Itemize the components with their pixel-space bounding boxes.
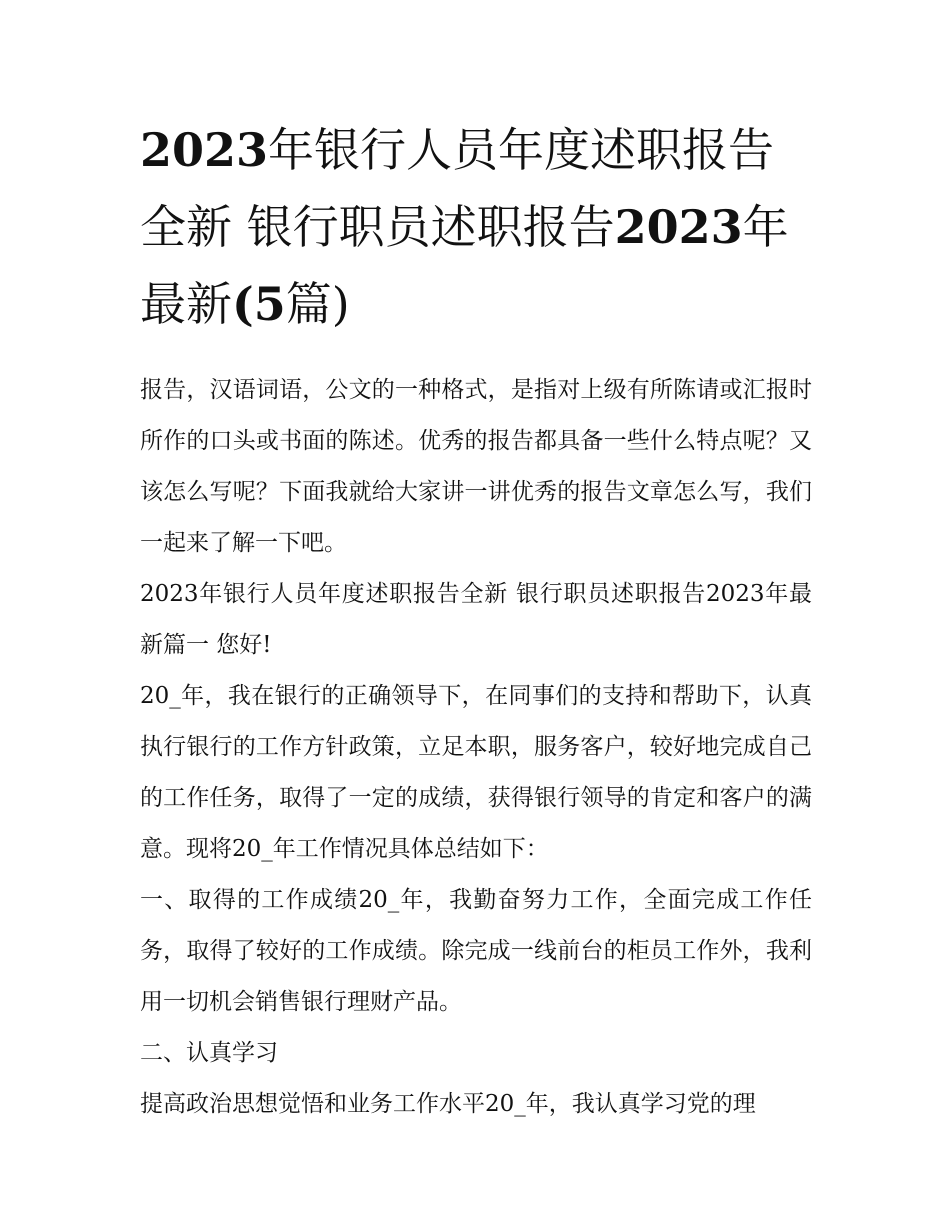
title-year: 2023 — [140, 123, 269, 177]
title-text-main: 年银行人员年度述职报告全新 银行职员述职报告 — [140, 123, 775, 254]
paragraph-section-heading: 2023年银行人员年度述职报告全新 银行职员述职报告2023年最新篇一 您好! — [140, 581, 812, 658]
paragraph-summary: 20_年，我在银行的正确领导下，在同事们的支持和帮助下，认真执行银行的工作方针政策，立足本职，服务客户，较好地完成自己的工作任务，取得了一定的成绩，获得银行领导的肯定和客户的满意。现将20_年工作情况具体总结如下： — [140, 683, 812, 862]
title-count: (5 — [232, 277, 286, 331]
paragraph-achievements: 一、取得的工作成绩20_年，我勤奋努力工作，全面完成工作任务，取得了较好的工作成绩。除完成一线前台的柜员工作外，我利用一切机会销售银行理财产品。 — [140, 887, 812, 1015]
paragraph-study-heading: 二、认真学习 — [140, 1040, 278, 1066]
document-title — [140, 112, 810, 343]
paragraph-intro: 报告，汉语词语，公文的一种格式，是指对上级有所陈请或汇报时所作的口头或书面的陈述。优秀的报告都具备一些什么特点呢？又该怎么写呢？下面我就给大家讲一讲优秀的报告文章怎么写，我们一起来了解一下吧。 — [140, 377, 812, 556]
title-count-suffix: 篇) — [285, 277, 350, 331]
title-year-2: 2023 — [614, 200, 743, 254]
title-text-latest: 年最新 — [140, 200, 789, 331]
document-page — [140, 112, 815, 1130]
paragraph-study-body: 提高政治思想觉悟和业务工作水平20_年，我认真学习党的理 — [140, 1091, 756, 1117]
